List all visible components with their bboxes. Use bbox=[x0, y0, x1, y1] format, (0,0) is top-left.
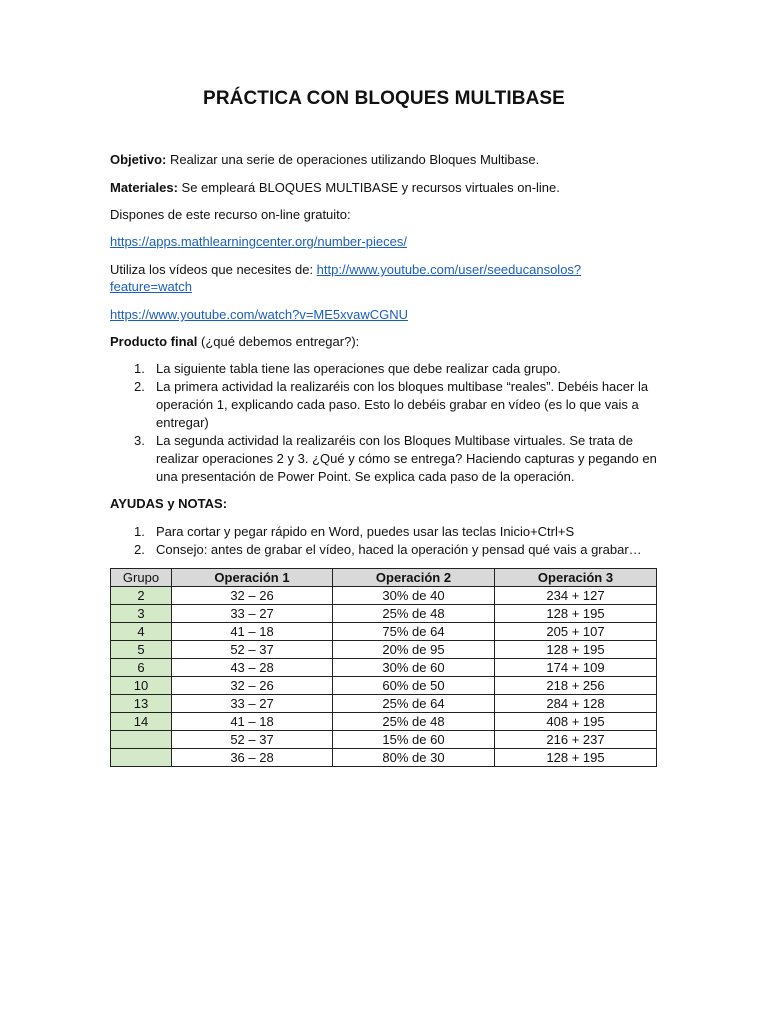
number-pieces-link[interactable]: https://apps.mathlearningcenter.org/number-pieces/ bbox=[110, 234, 408, 249]
list-item bbox=[110, 523, 658, 541]
group-cell bbox=[111, 749, 172, 767]
table-row bbox=[111, 749, 657, 767]
table-row bbox=[111, 605, 657, 623]
table-row bbox=[111, 623, 657, 641]
group-cell: 6 bbox=[111, 659, 172, 677]
table-row bbox=[111, 731, 657, 749]
operation-cell: 32 – 26 bbox=[172, 587, 333, 605]
group-cell: 4 bbox=[111, 623, 172, 641]
operation-cell: 52 – 37 bbox=[172, 731, 333, 749]
group-cell: 3 bbox=[111, 605, 172, 623]
list-item-line: Para cortar y pegar rápido en Word, puedes usar las teclas Inicio+Ctrl+S bbox=[156, 524, 575, 539]
list-item-line: La segunda actividad la realizaréis con los Bloques Multibase virtuales. Se trata de bbox=[156, 433, 633, 448]
objetivo-label: Objetivo: bbox=[110, 152, 167, 167]
materiales-label: Materiales: bbox=[110, 180, 178, 195]
producto-paragraph bbox=[110, 333, 359, 351]
youtube-channel-link-cont[interactable]: feature=watch bbox=[110, 279, 193, 294]
operation-cell: 80% de 30 bbox=[333, 749, 495, 767]
list-item-line: realizar operaciones 2 y 3. ¿Qué y cómo se entrega? Haciendo capturas y pegando en bbox=[156, 451, 657, 466]
operation-cell: 33 – 27 bbox=[172, 695, 333, 713]
operation-cell: 25% de 48 bbox=[333, 605, 495, 623]
list-item bbox=[110, 432, 658, 486]
ayudas-heading: AYUDAS y NOTAS: bbox=[110, 496, 228, 511]
operation-cell: 205 + 107 bbox=[495, 623, 657, 641]
operation-cell: 20% de 95 bbox=[333, 641, 495, 659]
producto-text: (¿qué debemos entregar?): bbox=[197, 334, 360, 349]
list-item-line: Consejo: antes de grabar el vídeo, haced la operación y pensad qué vais a grabar… bbox=[156, 542, 642, 557]
recurso-intro: Dispones de este recurso on-line gratuito: bbox=[110, 207, 351, 222]
list-item-line: entregar) bbox=[156, 415, 209, 430]
group-cell: 2 bbox=[111, 587, 172, 605]
objetivo-text: Realizar una serie de operaciones utilizando Bloques Multibase. bbox=[166, 152, 540, 167]
producto-list bbox=[110, 360, 658, 486]
table-row bbox=[111, 713, 657, 731]
materiales-text: Se empleará BLOQUES MULTIBASE y recursos virtuales on-line. bbox=[177, 180, 560, 195]
operation-cell: 25% de 64 bbox=[333, 695, 495, 713]
header-operacion-1: Operación 1 bbox=[172, 569, 333, 587]
operation-cell: 60% de 50 bbox=[333, 677, 495, 695]
list-number: 2. bbox=[134, 542, 145, 557]
operation-cell: 216 + 237 bbox=[495, 731, 657, 749]
materiales-paragraph bbox=[110, 179, 560, 197]
table-row bbox=[111, 677, 657, 695]
operation-cell: 52 – 37 bbox=[172, 641, 333, 659]
list-item bbox=[110, 378, 658, 432]
operation-cell: 174 + 109 bbox=[495, 659, 657, 677]
list-item bbox=[110, 360, 658, 378]
table-row bbox=[111, 641, 657, 659]
operation-cell: 284 + 128 bbox=[495, 695, 657, 713]
videos-text: Utiliza los vídeos que necesites de: bbox=[110, 262, 317, 277]
list-item-line: una presentación de Power Point. Se explica cada paso de la operación. bbox=[156, 469, 575, 484]
ayudas-list bbox=[110, 523, 658, 559]
operation-cell: 41 – 18 bbox=[172, 713, 333, 731]
group-cell: 5 bbox=[111, 641, 172, 659]
table-header-row bbox=[111, 569, 657, 587]
operation-cell: 36 – 28 bbox=[172, 749, 333, 767]
operation-cell: 32 – 26 bbox=[172, 677, 333, 695]
group-cell: 14 bbox=[111, 713, 172, 731]
list-item-line: La primera actividad la realizaréis con los bloques multibase “reales”. Debéis hacer la bbox=[156, 379, 649, 394]
table-row bbox=[111, 659, 657, 677]
operation-cell: 41 – 18 bbox=[172, 623, 333, 641]
group-cell bbox=[111, 731, 172, 749]
producto-label: Producto final bbox=[110, 334, 198, 349]
youtube-video-link[interactable]: https://www.youtube.com/watch?v=ME5xvawCGNU bbox=[110, 307, 409, 322]
operations-table bbox=[110, 568, 657, 767]
header-grupo: Grupo bbox=[111, 569, 172, 587]
operation-cell: 128 + 195 bbox=[495, 605, 657, 623]
operation-cell: 43 – 28 bbox=[172, 659, 333, 677]
table-row bbox=[111, 587, 657, 605]
youtube-channel-link[interactable]: http://www.youtube.com/user/seeducansolos? bbox=[316, 262, 582, 277]
header-operacion-2: Operación 2 bbox=[333, 569, 495, 587]
group-cell: 10 bbox=[111, 677, 172, 695]
operation-cell: 408 + 195 bbox=[495, 713, 657, 731]
operation-cell: 30% de 40 bbox=[333, 587, 495, 605]
operation-cell: 25% de 48 bbox=[333, 713, 495, 731]
list-item bbox=[110, 541, 658, 559]
list-item-line: La siguiente tabla tiene las operaciones que debe realizar cada grupo. bbox=[156, 361, 561, 376]
list-item-line: operación 1, explicando cada paso. Esto lo debéis grabar en vídeo (es lo que vais a bbox=[156, 397, 639, 412]
operation-cell: 30% de 60 bbox=[333, 659, 495, 677]
list-number: 2. bbox=[134, 379, 145, 394]
list-number: 3. bbox=[134, 433, 145, 448]
header-operacion-3: Operación 3 bbox=[495, 569, 657, 587]
operation-cell: 33 – 27 bbox=[172, 605, 333, 623]
operation-cell: 15% de 60 bbox=[333, 731, 495, 749]
operation-cell: 128 + 195 bbox=[495, 641, 657, 659]
page-title: PRÁCTICA CON BLOQUES MULTIBASE bbox=[203, 88, 565, 109]
list-number: 1. bbox=[134, 524, 145, 539]
operation-cell: 128 + 195 bbox=[495, 749, 657, 767]
list-number: 1. bbox=[134, 361, 145, 376]
videos-paragraph bbox=[110, 261, 581, 279]
operation-cell: 75% de 64 bbox=[333, 623, 495, 641]
operation-cell: 234 + 127 bbox=[495, 587, 657, 605]
operation-cell: 218 + 256 bbox=[495, 677, 657, 695]
table-row bbox=[111, 695, 657, 713]
objetivo-paragraph bbox=[110, 151, 539, 169]
group-cell: 13 bbox=[111, 695, 172, 713]
